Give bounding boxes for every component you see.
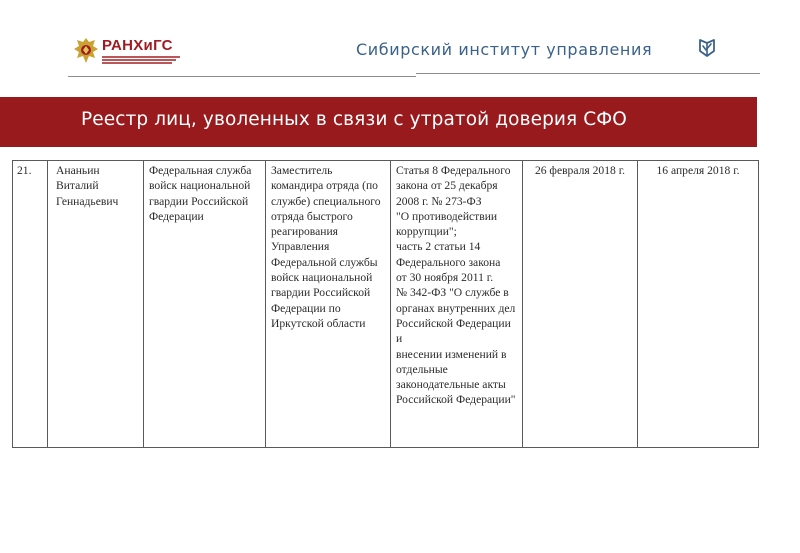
inclusion-date-cell: [638, 161, 759, 448]
header-divider-right: [416, 73, 760, 74]
row-number-cell: [13, 161, 48, 448]
position-cell: [266, 161, 391, 448]
full-name-cell: [48, 161, 144, 448]
organization: Федеральная служба войск национальной гвардии Российской Федерации: [149, 164, 252, 223]
title-banner: [0, 97, 757, 147]
organization-cell: [144, 161, 266, 448]
logo-subtitle-lines: [102, 56, 182, 66]
table-row: [13, 161, 759, 448]
row-number: 21.: [17, 164, 32, 177]
ranepa-logo: [72, 36, 182, 68]
slide-title: Реестр лиц, уволенных в связи с утратой доверия СФО: [81, 109, 627, 130]
registry-table: [12, 160, 759, 448]
header-divider-left: [68, 76, 416, 77]
book-shield-icon: [696, 37, 718, 59]
slide-header: [0, 0, 800, 95]
position: Заместитель командира отряда (по службе) специального отряда быстрого реагирования Управления Федеральной службы войск национальной гвардии Российской Федерации по Иркутской области: [271, 164, 381, 330]
dismissal-date: 26 февраля 2018 г.: [534, 164, 626, 177]
dismissal-date-cell: [523, 161, 638, 448]
logo-name: РАНХиГС: [102, 37, 173, 54]
eagle-emblem-icon: [72, 36, 100, 66]
legal-basis: Статья 8 Федерального закона от 25 декабря 2008 г. № 273-ФЗ "О противодействии коррупции"; часть 2 статьи 14 Федерального закона от 30 ноября 2011 г. № 342-ФЗ "О службе в органах внутренних дел Российской Федерации и внесении изменений в отдельные законодательные акты Российской Федерации": [396, 164, 516, 407]
full-name: Ананьин Виталий Геннадьевич: [56, 164, 119, 208]
inclusion-date: 16 апреля 2018 г.: [656, 164, 740, 177]
legal-basis-cell: [391, 161, 523, 448]
institute-name: Сибирский институт управления: [356, 40, 653, 59]
